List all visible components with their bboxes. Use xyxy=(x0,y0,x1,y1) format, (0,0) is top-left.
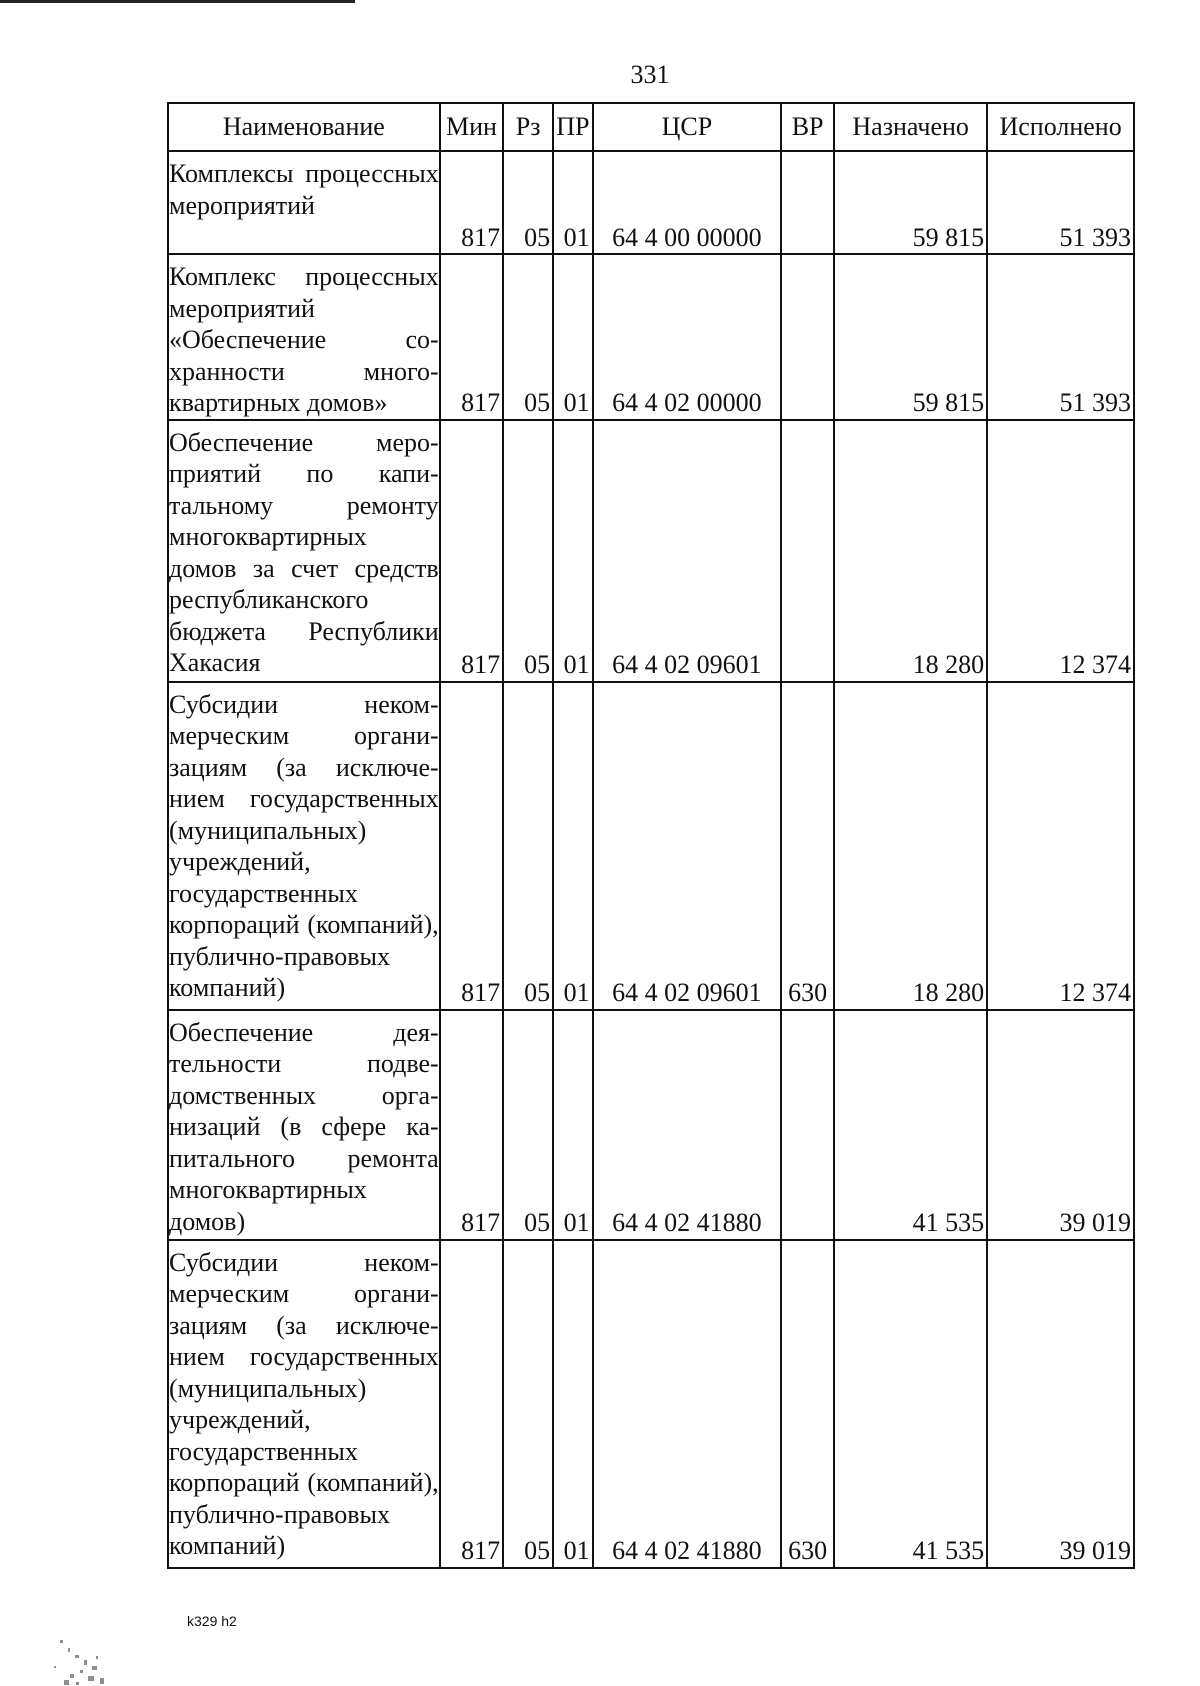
row-rz: 05 xyxy=(503,682,553,1010)
table-row xyxy=(168,1010,1134,1240)
row-pr: 01 xyxy=(553,420,593,682)
row-rz: 05 xyxy=(503,1010,553,1240)
row-vr xyxy=(781,1010,834,1240)
header-assigned: Назначено xyxy=(834,103,987,151)
row-pr: 01 xyxy=(553,254,593,420)
row-pr: 01 xyxy=(553,151,593,254)
row-executed: 51 393 xyxy=(987,254,1134,420)
row-assigned: 59 815 xyxy=(834,151,987,254)
row-csr: 64 4 02 00000 xyxy=(593,254,781,420)
row-rz: 05 xyxy=(503,151,553,254)
table-row xyxy=(168,1240,1134,1568)
row-assigned: 18 280 xyxy=(834,420,987,682)
row-min: 817 xyxy=(440,254,503,420)
row-assigned: 41 535 xyxy=(834,1240,987,1568)
header-vr: ВР xyxy=(781,103,834,151)
row-csr: 64 4 02 09601 xyxy=(593,682,781,1010)
row-executed: 12 374 xyxy=(987,420,1134,682)
row-min: 817 xyxy=(440,1240,503,1568)
row-assigned: 41 535 xyxy=(834,1010,987,1240)
table-row xyxy=(168,151,1134,254)
row-pr: 01 xyxy=(553,682,593,1010)
table-row xyxy=(168,254,1134,420)
top-rule xyxy=(0,0,355,3)
row-name: Комплексы процессных мероприятий xyxy=(168,151,440,254)
footer-code: k329 h2 xyxy=(187,1613,237,1629)
row-vr xyxy=(781,420,834,682)
row-executed: 51 393 xyxy=(987,151,1134,254)
row-min: 817 xyxy=(440,420,503,682)
row-name: Комплекс процессных мероприятий «Обеспечение сохранности многоквартирных домов» xyxy=(168,254,440,420)
row-vr xyxy=(781,151,834,254)
table-row xyxy=(168,420,1134,682)
row-assigned: 59 815 xyxy=(834,254,987,420)
budget-table xyxy=(167,102,1135,1569)
header-csr: ЦСР xyxy=(593,103,781,151)
header-min: Мин xyxy=(440,103,503,151)
header-row xyxy=(168,103,1134,151)
row-min: 817 xyxy=(440,682,503,1010)
scan-noise-artifact xyxy=(40,1600,120,1686)
row-csr: 64 4 02 41880 xyxy=(593,1010,781,1240)
header-pr: ПР xyxy=(553,103,593,151)
header-rz: Рз xyxy=(503,103,553,151)
row-csr: 64 4 00 00000 xyxy=(593,151,781,254)
row-executed: 12 374 xyxy=(987,682,1134,1010)
row-min: 817 xyxy=(440,151,503,254)
row-rz: 05 xyxy=(503,420,553,682)
row-vr xyxy=(781,254,834,420)
row-csr: 64 4 02 41880 xyxy=(593,1240,781,1568)
row-rz: 05 xyxy=(503,254,553,420)
row-assigned: 18 280 xyxy=(834,682,987,1010)
row-pr: 01 xyxy=(553,1010,593,1240)
row-executed: 39 019 xyxy=(987,1010,1134,1240)
header-executed: Исполнено xyxy=(987,103,1134,151)
row-csr: 64 4 02 09601 xyxy=(593,420,781,682)
header-name: Наименование xyxy=(168,103,440,151)
row-vr: 630 xyxy=(781,1240,834,1568)
row-pr: 01 xyxy=(553,1240,593,1568)
table-row xyxy=(168,682,1134,1010)
row-executed: 39 019 xyxy=(987,1240,1134,1568)
row-min: 817 xyxy=(440,1010,503,1240)
row-name: Субсидии некоммерческим организациям (за исключением государственных (муниципальных) учреждений, государственных корпораций (компаний), публично-правовых компаний) xyxy=(168,682,440,1010)
row-vr: 630 xyxy=(781,682,834,1010)
row-rz: 05 xyxy=(503,1240,553,1568)
page-number: 331 xyxy=(630,60,670,89)
row-name: Субсидии некоммерческим организациям (за исключением государственных (муниципальных) учреждений, государственных корпораций (компаний), публично-правовых компаний) xyxy=(168,1240,440,1568)
row-name: Обеспечение мероприятий по капитальному ремонту многоквартирных домов за счет средств республиканского бюджета Республики Хакасия xyxy=(168,420,440,682)
row-name: Обеспечение деятельности подведомственных организаций (в сфере капитального ремонта многоквартирных домов) xyxy=(168,1010,440,1240)
